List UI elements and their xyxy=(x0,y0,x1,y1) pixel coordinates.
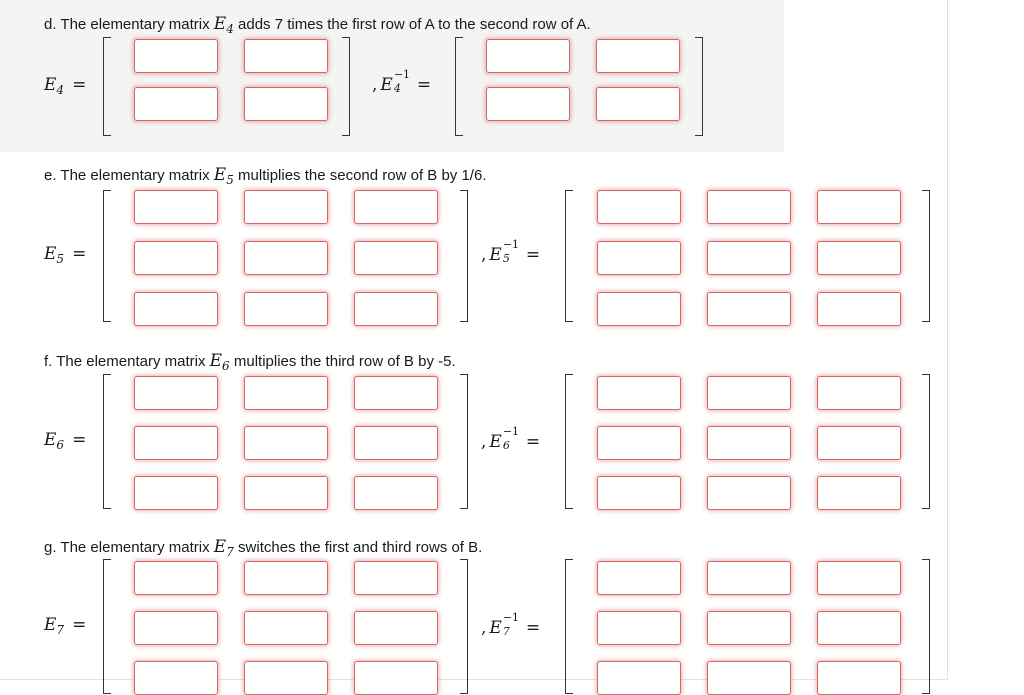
e4-inverse-label xyxy=(372,68,432,95)
problem-d-prefix: d. The elementary matrix xyxy=(44,16,214,33)
e7-inverse-comma: , xyxy=(481,618,487,638)
problem-d-suffix: adds 7 times the first row of A to the second row of A. xyxy=(233,16,591,33)
e5-matrix-cell-r1c3-input[interactable] xyxy=(354,190,438,224)
e6-inverse-matrix-right-bracket xyxy=(922,374,930,509)
problem-g-subscript: 7 xyxy=(226,545,234,559)
e5-matrix-cell-r2c1-input[interactable] xyxy=(134,241,218,275)
e5-subscript: 5 xyxy=(56,252,65,266)
e4-matrix-right-bracket xyxy=(342,37,350,136)
e7-inverse-subscript: 7 xyxy=(502,625,510,638)
e7-inverse-label xyxy=(481,611,541,638)
e6-inverse-matrix-left-bracket xyxy=(565,374,573,509)
e5-inverse-label xyxy=(481,238,541,265)
e4-matrix-left-bracket xyxy=(103,37,111,136)
e6-label xyxy=(44,430,86,452)
e6-inverse-matrix-cell-r2c1-input[interactable] xyxy=(597,426,681,460)
e6-symbol: E xyxy=(44,430,57,450)
e5-matrix-cell-r3c2-input[interactable] xyxy=(244,292,328,326)
e5-inverse-matrix-left-bracket xyxy=(565,190,573,322)
e5-matrix xyxy=(103,190,468,322)
e7-inverse-matrix-cell-r2c1-input[interactable] xyxy=(597,611,681,645)
e6-matrix-cell-r3c2-input[interactable] xyxy=(244,476,328,510)
e5-inverse-matrix-cell-r2c1-input[interactable] xyxy=(597,241,681,275)
e4-subscript: 4 xyxy=(56,83,65,97)
problem-f-symbol: E xyxy=(209,351,223,371)
e4-inverse-matrix-cell-r1c2-input[interactable] xyxy=(596,39,680,73)
e7-matrix-cell-r2c1-input[interactable] xyxy=(134,611,218,645)
e6-inverse-matrix-cell-r1c3-input[interactable] xyxy=(817,376,901,410)
e7-inverse-matrix-cell-r1c3-input[interactable] xyxy=(817,561,901,595)
e7-inverse-matrix-left-bracket xyxy=(565,559,573,694)
problem-e-suffix: multiplies the second row of B by 1/6. xyxy=(233,167,487,184)
e7-inverse-matrix-cell-r3c2-input[interactable] xyxy=(707,661,791,695)
e4-inverse-matrix-right-bracket xyxy=(695,37,703,136)
e6-inverse-superscript: −1 xyxy=(502,425,520,438)
problem-f-text xyxy=(44,351,456,373)
e4-matrix-cell-r1c2-input[interactable] xyxy=(244,39,328,73)
e6-inverse-label xyxy=(481,425,541,452)
e6-matrix-cell-r1c3-input[interactable] xyxy=(354,376,438,410)
e7-subscript: 7 xyxy=(56,623,65,637)
e7-matrix xyxy=(103,559,468,694)
e4-label xyxy=(44,75,86,97)
e5-matrix-cell-r2c3-input[interactable] xyxy=(354,241,438,275)
e6-inverse-matrix xyxy=(565,374,930,509)
e5-symbol: E xyxy=(44,244,57,264)
e5-inverse-matrix-cell-r1c1-input[interactable] xyxy=(597,190,681,224)
e7-inverse-superscript: −1 xyxy=(502,611,520,624)
e6-inverse-subscript: 6 xyxy=(502,439,510,452)
e5-matrix-cell-r3c3-input[interactable] xyxy=(354,292,438,326)
e4-matrix-cell-r2c1-input[interactable] xyxy=(134,87,218,121)
problem-g-suffix: switches the first and third rows of B. xyxy=(233,539,483,556)
e5-inverse-matrix-cell-r3c3-input[interactable] xyxy=(817,292,901,326)
e6-inverse-matrix-cell-r2c3-input[interactable] xyxy=(817,426,901,460)
e7-inverse-matrix-cell-r2c2-input[interactable] xyxy=(707,611,791,645)
problem-g-text xyxy=(44,537,482,559)
e5-matrix-cell-r1c2-input[interactable] xyxy=(244,190,328,224)
e5-inverse-matrix-right-bracket xyxy=(922,190,930,322)
e6-inverse-matrix-cell-r2c2-input[interactable] xyxy=(707,426,791,460)
e7-matrix-cell-r3c1-input[interactable] xyxy=(134,661,218,695)
e6-matrix-cell-r1c2-input[interactable] xyxy=(244,376,328,410)
e7-matrix-cell-r3c2-input[interactable] xyxy=(244,661,328,695)
e4-inverse-subscript: 4 xyxy=(393,82,401,95)
e5-matrix-cell-r3c1-input[interactable] xyxy=(134,292,218,326)
e7-inverse-matrix xyxy=(565,559,930,694)
problem-g-prefix: g. The elementary matrix xyxy=(44,539,214,556)
e6-matrix-cell-r1c1-input[interactable] xyxy=(134,376,218,410)
e5-matrix-cell-r1c1-input[interactable] xyxy=(134,190,218,224)
problem-e-symbol: E xyxy=(213,165,227,185)
problem-f-prefix: f. The elementary matrix xyxy=(44,353,210,370)
e4-inverse-matrix xyxy=(455,37,703,136)
e6-inverse-symbol: E xyxy=(489,432,502,452)
problem-f-suffix: multiplies the third row of B by -5. xyxy=(229,353,456,370)
e4-inverse-equals: = xyxy=(416,75,432,95)
e6-inverse-matrix-cell-r3c2-input[interactable] xyxy=(707,476,791,510)
e7-matrix-cell-r1c2-input[interactable] xyxy=(244,561,328,595)
e7-inverse-equals: = xyxy=(525,618,541,638)
e4-inverse-comma: , xyxy=(372,75,378,95)
e4-inverse-matrix-cell-r2c1-input[interactable] xyxy=(486,87,570,121)
e5-inverse-symbol: E xyxy=(489,245,502,265)
e6-inverse-matrix-cell-r1c2-input[interactable] xyxy=(707,376,791,410)
e5-matrix-cell-r2c2-input[interactable] xyxy=(244,241,328,275)
e6-equals: = xyxy=(72,430,87,450)
e5-inverse-matrix-cell-r3c1-input[interactable] xyxy=(597,292,681,326)
problem-e-subscript: 5 xyxy=(226,173,234,187)
e5-equals: = xyxy=(72,244,87,264)
e7-inverse-matrix-cell-r1c2-input[interactable] xyxy=(707,561,791,595)
e4-inverse-matrix-cell-r2c2-input[interactable] xyxy=(596,87,680,121)
problem-g-symbol: E xyxy=(213,537,227,557)
e7-matrix-cell-r2c2-input[interactable] xyxy=(244,611,328,645)
e5-matrix-right-bracket xyxy=(460,190,468,322)
e7-matrix-cell-r1c3-input[interactable] xyxy=(354,561,438,595)
problem-f-subscript: 6 xyxy=(222,359,230,373)
e6-subscript: 6 xyxy=(56,438,65,452)
e5-inverse-equals: = xyxy=(525,245,541,265)
e4-matrix xyxy=(103,37,350,136)
e7-matrix-cell-r1c1-input[interactable] xyxy=(134,561,218,595)
problem-e-prefix: e. The elementary matrix xyxy=(44,167,214,184)
e6-matrix-left-bracket xyxy=(103,374,111,509)
e6-matrix xyxy=(103,374,468,509)
e4-inverse-superscript: −1 xyxy=(393,68,411,81)
content-right-border xyxy=(947,0,948,680)
e5-label xyxy=(44,244,86,266)
e5-inverse-matrix-cell-r2c3-input[interactable] xyxy=(817,241,901,275)
e6-matrix-cell-r2c2-input[interactable] xyxy=(244,426,328,460)
e4-symbol: E xyxy=(44,75,57,95)
e7-inverse-matrix-right-bracket xyxy=(922,559,930,694)
e7-equals: = xyxy=(72,615,87,635)
e5-inverse-matrix xyxy=(565,190,930,322)
e7-label xyxy=(44,615,86,637)
e6-inverse-matrix-cell-r3c3-input[interactable] xyxy=(817,476,901,510)
e4-inverse-matrix-left-bracket xyxy=(455,37,463,136)
e5-matrix-left-bracket xyxy=(103,190,111,322)
e5-inverse-comma: , xyxy=(481,245,487,265)
e4-matrix-cell-r2c2-input[interactable] xyxy=(244,87,328,121)
e7-matrix-cell-r3c3-input[interactable] xyxy=(354,661,438,695)
e5-inverse-subscript: 5 xyxy=(502,252,510,265)
e7-inverse-symbol: E xyxy=(489,618,502,638)
problem-e-text xyxy=(44,165,487,187)
e7-matrix-right-bracket xyxy=(460,559,468,694)
e5-inverse-matrix-cell-r1c2-input[interactable] xyxy=(707,190,791,224)
e4-equals: = xyxy=(72,75,87,95)
e7-symbol: E xyxy=(44,615,57,635)
problem-d-subscript: 4 xyxy=(226,22,234,36)
e6-matrix-cell-r3c3-input[interactable] xyxy=(354,476,438,510)
e6-matrix-right-bracket xyxy=(460,374,468,509)
e6-inverse-matrix-cell-r1c1-input[interactable] xyxy=(597,376,681,410)
e7-matrix-cell-r2c3-input[interactable] xyxy=(354,611,438,645)
e4-inverse-symbol: E xyxy=(380,75,393,95)
problem-d-symbol: E xyxy=(213,14,227,34)
e4-inverse-matrix-cell-r1c1-input[interactable] xyxy=(486,39,570,73)
e4-matrix-cell-r1c1-input[interactable] xyxy=(134,39,218,73)
e6-inverse-matrix-cell-r3c1-input[interactable] xyxy=(597,476,681,510)
e6-inverse-comma: , xyxy=(481,432,487,452)
e5-inverse-matrix-cell-r1c3-input[interactable] xyxy=(817,190,901,224)
e7-matrix-left-bracket xyxy=(103,559,111,694)
problem-d-text xyxy=(44,14,591,36)
e5-inverse-matrix-cell-r2c2-input[interactable] xyxy=(707,241,791,275)
e7-inverse-matrix-cell-r1c1-input[interactable] xyxy=(597,561,681,595)
e6-matrix-cell-r3c1-input[interactable] xyxy=(134,476,218,510)
e5-inverse-matrix-cell-r3c2-input[interactable] xyxy=(707,292,791,326)
e6-matrix-cell-r2c3-input[interactable] xyxy=(354,426,438,460)
e5-inverse-superscript: −1 xyxy=(502,238,520,251)
e6-matrix-cell-r2c1-input[interactable] xyxy=(134,426,218,460)
e6-inverse-equals: = xyxy=(525,432,541,452)
e7-inverse-matrix-cell-r3c3-input[interactable] xyxy=(817,661,901,695)
e7-inverse-matrix-cell-r2c3-input[interactable] xyxy=(817,611,901,645)
e7-inverse-matrix-cell-r3c1-input[interactable] xyxy=(597,661,681,695)
